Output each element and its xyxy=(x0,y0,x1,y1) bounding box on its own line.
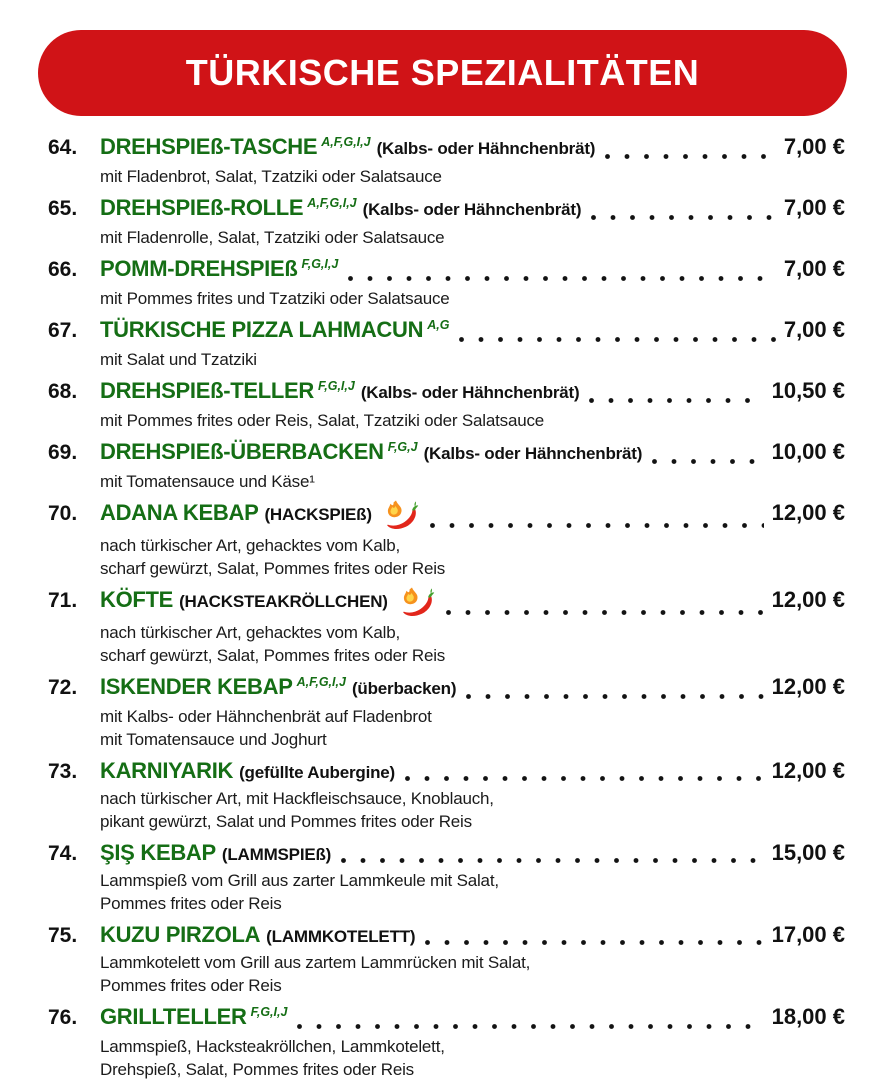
menu-item-head xyxy=(48,438,845,469)
dot-leader xyxy=(589,398,763,403)
dot-leader xyxy=(341,858,763,863)
item-description-line: nach türkischer Art, gehacktes vom Kalb, xyxy=(100,623,401,642)
menu-list xyxy=(0,133,885,1080)
item-number: 66. xyxy=(48,258,78,281)
item-subtitle: (Kalbs- oder Hähnchenbrät) xyxy=(360,383,580,402)
item-number: 75. xyxy=(48,924,78,947)
item-description-line: mit Fladenbrot, Salat, Tzatziki oder Salatsauce xyxy=(100,167,442,186)
menu-item-head xyxy=(48,377,845,408)
item-subtitle: (Kalbs- oder Hähnchenbrät) xyxy=(362,200,582,219)
item-description xyxy=(100,869,845,915)
item-allergen-codes: A,F,G,I,J xyxy=(296,675,346,689)
item-allergen-codes: F,G,I,J xyxy=(318,379,355,393)
menu-item xyxy=(48,316,845,371)
item-description-line: scharf gewürzt, Salat, Pommes frites oder Reis xyxy=(100,559,446,578)
item-description xyxy=(100,1035,845,1080)
item-description xyxy=(100,348,845,371)
menu-item-head xyxy=(48,133,845,164)
item-price: 12,00 € xyxy=(771,500,845,525)
item-number: 65. xyxy=(48,197,78,220)
item-price: 12,00 € xyxy=(771,674,845,699)
menu-item xyxy=(48,377,845,432)
item-description-line: scharf gewürzt, Salat, Pommes frites oder Reis xyxy=(100,646,446,665)
item-name: POMM-DREHSPIEß xyxy=(100,256,298,281)
item-subtitle: (überbacken) xyxy=(351,679,457,698)
dot-leader xyxy=(297,1024,763,1029)
menu-item-head xyxy=(48,499,845,533)
item-price: 12,00 € xyxy=(771,758,845,783)
menu-item xyxy=(48,839,845,915)
item-name: DREHSPIEß-TELLER xyxy=(100,378,314,403)
item-name: KÖFTE xyxy=(100,587,174,612)
item-description xyxy=(100,409,845,432)
menu-item xyxy=(48,194,845,249)
dot-leader xyxy=(405,776,764,781)
item-allergen-codes: A,F,G,I,J xyxy=(321,135,371,149)
item-subtitle: (HACKSTEAKRÖLLCHEN) xyxy=(179,592,388,611)
item-name: DREHSPIEß-TASCHE xyxy=(100,134,318,159)
item-name: ADANA KEBAP xyxy=(100,500,259,525)
item-price: 15,00 € xyxy=(771,840,845,865)
chili-flame-icon xyxy=(396,586,436,620)
item-name: TÜRKISCHE PIZZA LAHMACUN xyxy=(100,317,424,342)
dot-leader xyxy=(430,523,764,528)
menu-item xyxy=(48,499,845,580)
menu-item-head xyxy=(48,757,845,786)
section-header-banner xyxy=(38,30,847,116)
menu-item-head xyxy=(48,255,845,286)
item-price: 18,00 € xyxy=(771,1004,845,1029)
section-title: TÜRKISCHE SPEZIALITÄTEN xyxy=(185,52,700,93)
item-description-line: mit Tomatensauce und Käse¹ xyxy=(100,472,315,491)
menu-item xyxy=(48,673,845,751)
menu-item-head xyxy=(48,316,845,347)
dot-leader xyxy=(466,694,763,699)
item-description xyxy=(100,705,845,751)
item-price: 17,00 € xyxy=(771,922,845,947)
menu-item-head xyxy=(48,839,845,868)
dot-leader xyxy=(459,337,775,342)
menu-item-head xyxy=(48,194,845,225)
item-subtitle: (LAMMSPIEß) xyxy=(221,845,332,864)
item-description xyxy=(100,534,845,580)
menu-item xyxy=(48,757,845,833)
item-description-line: Drehspieß, Salat, Pommes frites oder Reis xyxy=(100,1060,414,1079)
menu-item xyxy=(48,1003,845,1080)
item-name: KUZU PIRZOLA xyxy=(100,922,261,947)
item-allergen-codes: F,G,I,J xyxy=(250,1005,288,1019)
item-subtitle: (Kalbs- oder Hähnchenbrät) xyxy=(423,444,643,463)
item-description xyxy=(100,287,845,310)
item-allergen-codes: A,F,G,I,J xyxy=(307,196,357,210)
item-allergen-codes: A,G xyxy=(427,318,450,332)
item-number: 71. xyxy=(48,589,78,612)
item-description-line: mit Salat und Tzatziki xyxy=(100,350,257,369)
item-description xyxy=(100,165,845,188)
item-price: 7,00 € xyxy=(783,317,845,342)
dot-leader xyxy=(605,154,776,159)
item-allergen-codes: F,G,J xyxy=(387,440,418,454)
item-name: ŞIŞ KEBAP xyxy=(100,840,216,865)
item-description-line: nach türkischer Art, gehacktes vom Kalb, xyxy=(100,536,401,555)
item-description-line: Pommes frites oder Reis xyxy=(100,976,282,995)
item-description xyxy=(100,621,845,667)
menu-item-head xyxy=(48,673,845,704)
item-price: 10,00 € xyxy=(771,439,845,464)
item-number: 73. xyxy=(48,760,78,783)
item-allergen-codes: F,G,I,J xyxy=(301,257,339,271)
chili-flame-icon xyxy=(380,499,420,533)
item-subtitle: (gefüllte Aubergine) xyxy=(239,763,396,782)
item-description-line: Lammspieß, Hacksteakröllchen, Lammkotelett, xyxy=(100,1037,445,1056)
item-price: 12,00 € xyxy=(771,587,845,612)
menu-item xyxy=(48,921,845,997)
item-description-line: mit Kalbs- oder Hähnchenbrät auf Fladenbrot xyxy=(100,707,432,726)
menu-item-head xyxy=(48,921,845,950)
item-description-line: mit Pommes frites und Tzatziki oder Salatsauce xyxy=(100,289,450,308)
item-name: KARNIYARIK xyxy=(100,758,234,783)
item-description-line: Lammkotelett vom Grill aus zartem Lammrücken mit Salat, xyxy=(100,953,531,972)
menu-item xyxy=(48,133,845,188)
menu-item xyxy=(48,255,845,310)
item-description-line: pikant gewürzt, Salat und Pommes frites oder Reis xyxy=(100,812,472,831)
item-description-line: mit Tomatensauce und Joghurt xyxy=(100,730,327,749)
item-name: DREHSPIEß-ROLLE xyxy=(100,195,304,220)
item-description xyxy=(100,787,845,833)
item-subtitle: (Kalbs- oder Hähnchenbrät) xyxy=(376,139,596,158)
item-number: 72. xyxy=(48,676,78,699)
dot-leader xyxy=(591,215,776,220)
item-description-line: mit Fladenrolle, Salat, Tzatziki oder Salatsauce xyxy=(100,228,445,247)
menu-item-head xyxy=(48,586,845,620)
item-description-line: mit Pommes frites oder Reis, Salat, Tzatziki oder Salatsauce xyxy=(100,411,545,430)
item-price: 7,00 € xyxy=(783,195,845,220)
item-number: 68. xyxy=(48,380,78,403)
item-description-line: Pommes frites oder Reis xyxy=(100,894,282,913)
item-description-line: Lammspieß vom Grill aus zarter Lammkeule mit Salat, xyxy=(100,871,499,890)
menu-item-head xyxy=(48,1003,845,1034)
item-number: 70. xyxy=(48,502,78,525)
item-number: 74. xyxy=(48,842,78,865)
menu-item xyxy=(48,586,845,667)
item-price: 7,00 € xyxy=(783,134,845,159)
item-description xyxy=(100,226,845,249)
item-name: GRILLTELLER xyxy=(100,1004,247,1029)
dot-leader xyxy=(425,940,763,945)
item-description xyxy=(100,470,845,493)
dot-leader xyxy=(348,276,776,281)
dot-leader xyxy=(446,610,764,615)
item-number: 69. xyxy=(48,441,78,464)
menu-item xyxy=(48,438,845,493)
item-description-line: nach türkischer Art, mit Hackfleischsauce, Knoblauch, xyxy=(100,789,494,808)
item-price: 10,50 € xyxy=(771,378,845,403)
item-subtitle: (LAMMKOTELETT) xyxy=(266,927,416,946)
item-description xyxy=(100,951,845,997)
item-number: 67. xyxy=(48,319,78,342)
dot-leader xyxy=(652,459,763,464)
item-number: 64. xyxy=(48,136,78,159)
item-subtitle: (HACKSPIEß) xyxy=(264,505,372,524)
item-price: 7,00 € xyxy=(783,256,845,281)
item-name: DREHSPIEß-ÜBERBACKEN xyxy=(100,439,384,464)
item-name: ISKENDER KEBAP xyxy=(100,674,293,699)
item-number: 76. xyxy=(48,1006,78,1029)
